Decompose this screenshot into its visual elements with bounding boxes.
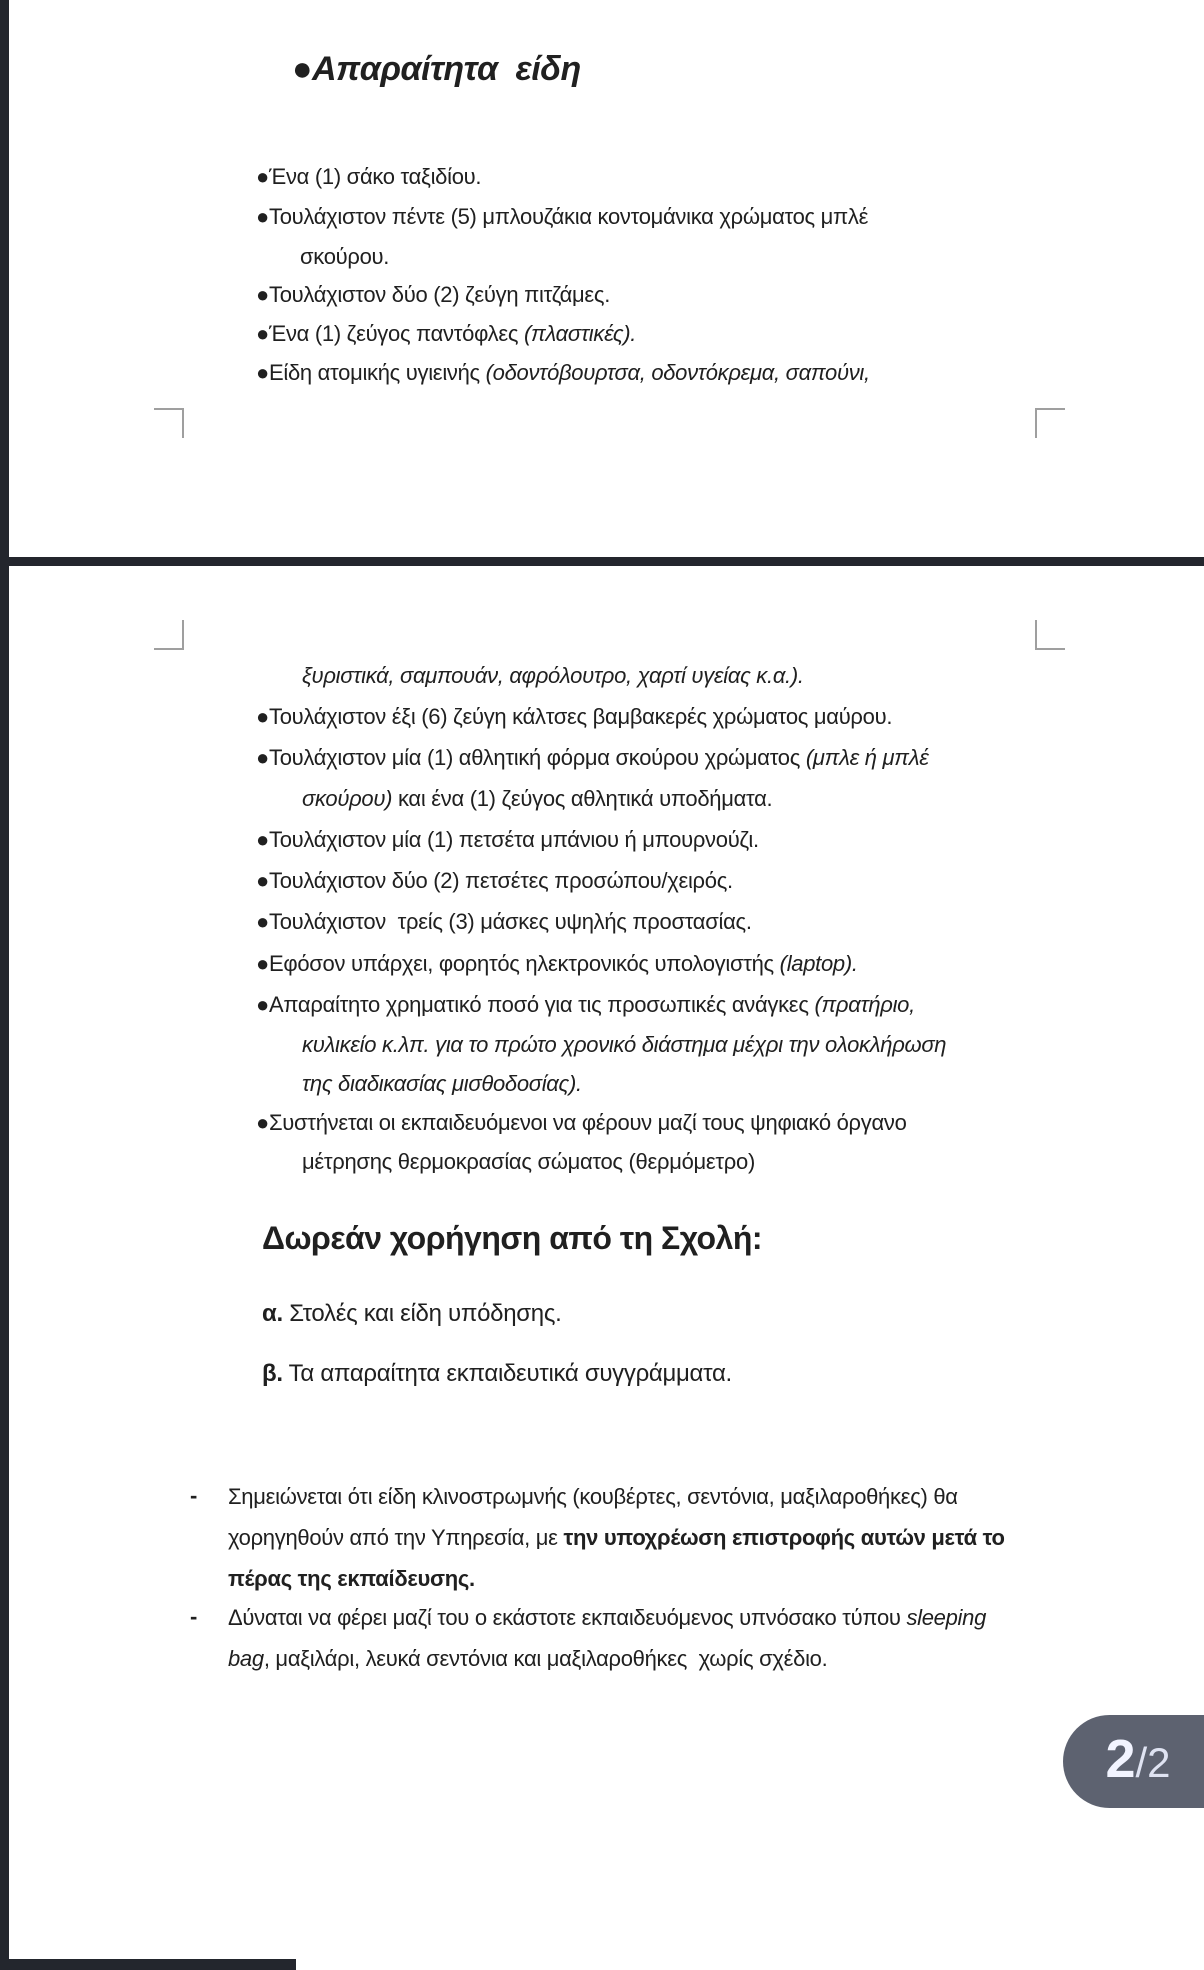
crop-mark-page1-left [154, 408, 184, 438]
line-text: σκούρου. [300, 244, 390, 269]
dash-marker: - [190, 1483, 198, 1508]
line-text: χορηγηθούν από την Υπηρεσία, με [228, 1525, 564, 1550]
doc-line [300, 243, 389, 271]
doc-line [228, 1565, 475, 1593]
line-text: ●Απαραίτητο χρηματικό ποσό για τις προσωπικές ανάγκες [256, 992, 815, 1017]
line-text: Σημειώνεται ότι είδη κλινοστρωμνής (κουβέρτες, σεντόνια, μαξιλαροθήκες) θα [228, 1484, 958, 1509]
crop-mark-page2-left [154, 620, 184, 650]
crop-mark-page1-right [1035, 408, 1065, 438]
line-text: ●Είδη ατομικής υγιεινής [256, 360, 486, 385]
doc-line [256, 703, 892, 731]
doc-line [302, 1070, 582, 1098]
dash-marker: - [190, 1604, 198, 1629]
doc-line [256, 991, 915, 1019]
list-label: β. [262, 1360, 283, 1387]
line-text: Στολές και είδη υπόδησης. [282, 1300, 562, 1327]
doc-line [228, 1604, 986, 1632]
line-text-italic: (πρατήριο, [814, 992, 915, 1017]
page-number-badge[interactable] [1063, 1715, 1204, 1808]
doc-line [302, 1031, 946, 1059]
doc-line [262, 1360, 732, 1388]
doc-line [256, 359, 870, 387]
line-text-italic: της διαδικασίας μισθοδοσίας). [302, 1071, 582, 1096]
doc-line [228, 1524, 1005, 1552]
list-label: α. [262, 1300, 283, 1327]
page-separator-bar [0, 557, 1204, 566]
doc-title: ●Απαραίτητα είδη [292, 50, 581, 88]
line-text-italic: sleeping [906, 1605, 987, 1630]
doc-line [302, 785, 772, 813]
line-text: ●Συστήνεται οι εκπαιδευόμενοι να φέρουν μαζί τους ψηφιακό όργανο [256, 1110, 907, 1135]
line-text: Δύναται να φέρει μαζί του ο εκάστοτε εκπαιδευόμενος υπνόσακο τύπου [228, 1605, 907, 1630]
line-text: , μαξιλάρι, λευκά σεντόνια και μαξιλαροθήκες χωρίς σχέδιο. [263, 1646, 828, 1671]
line-text: ●Τουλάχιστον μία (1) πετσέτα μπάνιου ή μπουρνούζι. [256, 827, 759, 852]
doc-line [256, 867, 733, 895]
bottom-edge-bar [0, 1959, 296, 1970]
doc-line [256, 203, 868, 231]
doc-line [256, 908, 752, 936]
doc-line [256, 744, 929, 772]
line-text: Τα απαραίτητα εκπαιδευτικά συγγράμματα. [282, 1360, 732, 1387]
line-text: ●Τουλάχιστον μία (1) αθλητική φόρμα σκούρου χρώματος [256, 745, 806, 770]
doc-line [302, 1148, 755, 1176]
doc-line [256, 163, 481, 191]
line-text-bold: πέρας της εκπαίδευσης. [228, 1566, 475, 1591]
line-text: ●Τουλάχιστον έξι (6) ζεύγη κάλτσες βαμβακερές χρώματος μαύρου. [256, 704, 893, 729]
line-text: ●Τουλάχιστον τρείς (3) μάσκες υψηλής προστασίας. [256, 909, 752, 934]
doc-line [256, 320, 636, 348]
line-text: ●Εφόσον υπάρχει, φορητός ηλεκτρονικός υπολογιστής [256, 951, 780, 976]
line-text: ●Τουλάχιστον δύο (2) πετσέτες προσώπου/χειρός. [256, 868, 733, 893]
line-text-italic: (οδοντόβουρτσα, οδοντόκρεμα, σαπούνι, [485, 360, 870, 385]
section-heading: Δωρεάν χορήγηση από τη Σχολή: [262, 1220, 763, 1256]
doc-line [256, 950, 858, 978]
line-text-italic: ξυριστικά, σαμπουάν, αφρόλουτρο, χαρτί υγείας κ.α.). [302, 663, 804, 688]
doc-line [302, 662, 804, 690]
doc-line [256, 826, 759, 854]
current-page-number: 2 [1105, 1729, 1136, 1789]
line-text-italic: bag [228, 1646, 264, 1671]
line-text-italic: κυλικείο κ.λπ. για το πρώτο χρονικό διάστημα μέχρι την ολοκλήρωση [302, 1032, 947, 1057]
line-text-italic: σκούρου) [302, 786, 393, 811]
doc-line [228, 1645, 827, 1673]
total-page-count: /2 [1135, 1739, 1171, 1786]
line-text: ●Τουλάχιστον δύο (2) ζεύγη πιτζάμες. [256, 282, 611, 307]
left-edge-strip [0, 0, 9, 1970]
crop-mark-page2-right [1035, 620, 1065, 650]
doc-line [262, 1300, 561, 1328]
line-text: ●Ένα (1) ζεύγος παντόφλες [256, 321, 524, 346]
doc-line [256, 281, 610, 309]
doc-line [256, 1109, 907, 1137]
line-text-italic: (laptop). [779, 951, 858, 976]
line-text-bold: την υποχρέωση επιστροφής αυτών μετά το [563, 1525, 1005, 1550]
line-text-italic: (πλαστικές). [523, 321, 637, 346]
line-text: ●Ένα (1) σάκο ταξιδίου. [256, 164, 482, 189]
doc-line [228, 1483, 958, 1511]
line-text-italic: (μπλε ή μπλέ [805, 745, 929, 770]
line-text: και ένα (1) ζεύγος αθλητικά υποδήματα. [392, 786, 773, 811]
line-text: μέτρησης θερμοκρασίας σώματος (θερμόμετρο) [302, 1149, 755, 1174]
line-text: ●Τουλάχιστον πέντε (5) μπλουζάκια κοντομάνικα χρώματος μπλέ [256, 204, 869, 229]
